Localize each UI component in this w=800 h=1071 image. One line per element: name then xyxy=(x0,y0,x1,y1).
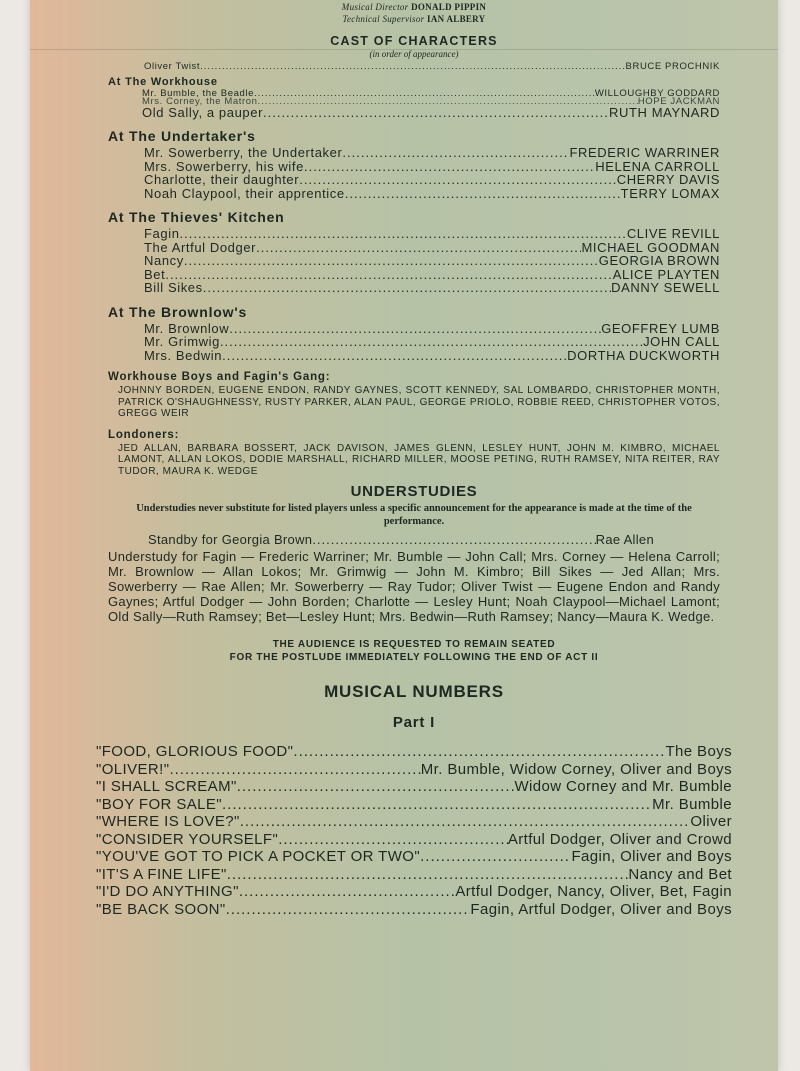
song-title: "I SHALL SCREAM" xyxy=(96,778,237,795)
song-performers: Mr. Bumble, Widow Corney, Oliver and Boys xyxy=(420,760,732,778)
part-heading: Part I xyxy=(392,714,436,731)
song-performers: Fagin, Oliver and Boys xyxy=(571,848,732,865)
role-name: Oliver Twist xyxy=(144,61,201,72)
actor-name: HOPE JACKMAN xyxy=(637,95,720,107)
song-row xyxy=(96,813,732,831)
song-title: "YOU'VE GOT TO PICK A POCKET OR TWO" xyxy=(96,848,421,865)
role-name: Fagin xyxy=(144,226,180,241)
cast-entry xyxy=(144,281,720,295)
song-list xyxy=(96,743,732,918)
role-name: Noah Claypool, their apprentice xyxy=(144,185,345,201)
cast-entry xyxy=(144,322,720,336)
role-name: Mrs. Sowerberry, his wife xyxy=(144,158,304,174)
cast-entry xyxy=(144,146,720,160)
actor-name: GEORGIA BROWN xyxy=(598,253,720,268)
role-name: Bill Sikes xyxy=(144,280,203,295)
cast-entry xyxy=(144,187,720,201)
song-row xyxy=(96,866,732,884)
playbill-content xyxy=(96,0,732,918)
role-name: Mr. Brownlow xyxy=(144,320,230,336)
actor-name: WILLOUGHBY GODDARD xyxy=(594,87,720,99)
actor-name: HELENA CARROLL xyxy=(595,158,720,174)
credit-role: Musical Director xyxy=(341,2,409,12)
role-name: Bet xyxy=(144,266,166,282)
song-title: "FOOD, GLORIOUS FOOD" xyxy=(96,743,294,760)
role-name: Nancy xyxy=(144,253,184,268)
understudies-note: Understudies never substitute for listed players unless a specific announcement for the appearance is made at the time of the performance. xyxy=(136,503,692,527)
cast-entry xyxy=(142,106,720,120)
actor-name: CHERRY DAVIS xyxy=(616,172,720,187)
actor-name: CLIVE REVILL xyxy=(626,226,720,241)
actor-name: MICHAEL GOODMAN xyxy=(581,239,720,255)
standby-line xyxy=(108,532,720,547)
actor-name: FREDERIC WARRINER xyxy=(569,145,720,160)
role-name: Mr. Grimwig xyxy=(144,334,220,349)
actor-name: JOHN CALL xyxy=(643,334,720,349)
role-name: Mrs. Bedwin xyxy=(144,347,223,363)
cast-entry xyxy=(144,160,720,174)
section-entries-brownlows xyxy=(144,322,720,363)
ensemble-names-workhouse-boys: JOHNNY BORDEN, EUGENE ENDON, RANDY GAYNES, SCOTT KENNEDY, SAL LOMBARDO, CHRISTOPHER MONTH, PATRICK O'SHAUGHNESSY, RUSTY PARKER, ALAN PAUL, GEORGE PRIOLO, ROBBIE REED, CHRISTOPHER VOTOS, GREGG WEIR xyxy=(118,385,720,419)
role-name: Charlotte, their daughter xyxy=(144,172,300,187)
standby-name: Rae Allen xyxy=(595,532,654,547)
song-performers: Artful Dodger, Oliver and Crowd xyxy=(507,830,732,848)
cast-entry xyxy=(144,268,720,282)
song-performers: Artful Dodger, Nancy, Oliver, Bet, Fagin xyxy=(455,883,732,900)
song-title: "BE BACK SOON" xyxy=(96,900,226,918)
audience-notice-line: FOR THE POSTLUDE IMMEDIATELY FOLLOWING THE END OF ACT II xyxy=(229,652,599,663)
understudies-heading: UNDERSTUDIES xyxy=(350,483,478,500)
song-title: "WHERE IS LOVE?" xyxy=(96,813,240,830)
role-name: Old Sally, a pauper xyxy=(142,104,263,120)
standby-label: Standby for Georgia Brown xyxy=(148,532,313,547)
song-row xyxy=(96,761,732,779)
credit-role: Technical Supervisor xyxy=(342,14,425,24)
cast-entry xyxy=(144,335,720,349)
song-performers: Widow Corney and Mr. Bumble xyxy=(514,778,732,795)
cast-entry xyxy=(144,227,720,241)
section-title-thieves-kitchen: At The Thieves' Kitchen xyxy=(108,209,285,225)
actor-name: ALICE PLAYTEN xyxy=(612,266,720,282)
cast-entry xyxy=(144,254,720,268)
ensemble-title-londoners: Londoners: xyxy=(108,428,180,441)
song-performers: Nancy and Bet xyxy=(628,865,732,883)
cast-heading: CAST OF CHARACTERS xyxy=(330,34,498,48)
song-row xyxy=(96,796,732,814)
song-performers: Mr. Bumble xyxy=(652,795,732,813)
song-row xyxy=(96,778,732,796)
section-entries-thieves-kitchen xyxy=(144,227,720,295)
section-title-workhouse: At The Workhouse xyxy=(108,75,218,88)
audience-notice-line: THE AUDIENCE IS REQUESTED TO REMAIN SEATED xyxy=(272,639,556,650)
lead-role xyxy=(144,62,720,72)
cast-subheading: (in order of appearance) xyxy=(369,49,459,59)
song-performers: The Boys xyxy=(665,743,732,760)
song-title: "I'D DO ANYTHING" xyxy=(96,883,239,900)
actor-name: DORTHA DUCKWORTH xyxy=(567,347,720,363)
playbill-page xyxy=(30,0,778,1071)
song-title: "BOY FOR SALE" xyxy=(96,795,223,813)
cast-entry xyxy=(144,349,720,363)
credit-musical-director xyxy=(108,1,720,13)
section-entries-undertaker xyxy=(144,146,720,200)
song-title: "OLIVER!" xyxy=(96,760,170,778)
song-title: "CONSIDER YOURSELF" xyxy=(96,830,279,848)
credit-technical-supervisor xyxy=(108,13,720,25)
role-name: Mrs. Corney, the Matron xyxy=(142,95,258,107)
role-name: Mr. Sowerberry, the Undertaker xyxy=(144,145,343,160)
audience-notice xyxy=(108,638,720,664)
role-name: Mr. Bumble, the Beadle xyxy=(142,87,254,99)
credit-name: IAN ALBERY xyxy=(427,14,486,24)
actor-name: RUTH MAYNARD xyxy=(609,104,720,120)
section-entries-workhouse xyxy=(142,87,720,120)
cast-entry xyxy=(144,173,720,187)
ensemble-title-workhouse-boys: Workhouse Boys and Fagin's Gang: xyxy=(108,371,331,383)
song-row xyxy=(96,831,732,849)
actor-name: BRUCE PROCHNIK xyxy=(625,61,720,72)
song-row xyxy=(96,883,732,901)
song-row xyxy=(96,743,732,761)
section-title-undertaker: At The Undertaker's xyxy=(108,128,256,144)
cast-entry xyxy=(144,241,720,255)
understudies-text: Understudy for Fagin — Frederic Warriner; Mr. Bumble — John Call; Mrs. Corney — Helena Carroll; Mr. Brownlow — Allan Lokos; Mr. Grimwig — John M. Kimbro; Bill Sikes — Jed Allan; Mrs. Sowerberry — Rae Allen; Mr. Sowerberry — Ray Tudor; Oliver Twist — Eugene Endon and Randy Gaynes; Artful Dodger — John Borden; Charlotte — Lesley Hunt; Noah Claypool—Michael Lamont; Old Sally—Ruth Ramsey; Bet—Lesley Hunt; Mrs. Bedwin—Ruth Ramsey; Nancy—Maura K. Wedge. xyxy=(108,549,720,624)
actor-name: DANNY SEWELL xyxy=(611,280,720,295)
song-performers: Fagin, Artful Dodger, Oliver and Boys xyxy=(470,900,732,918)
song-performers: Oliver xyxy=(690,813,732,830)
song-row xyxy=(96,901,732,919)
section-title-brownlows: At The Brownlow's xyxy=(108,303,248,320)
musical-numbers-heading: MUSICAL NUMBERS xyxy=(324,682,504,701)
cast-entry xyxy=(144,62,720,72)
actor-name: GEOFFREY LUMB xyxy=(601,320,720,336)
role-name: The Artful Dodger xyxy=(144,239,257,255)
actor-name: TERRY LOMAX xyxy=(620,185,720,201)
song-row xyxy=(96,848,732,866)
credit-name: DONALD PIPPIN xyxy=(411,2,487,12)
song-title: "IT'S A FINE LIFE" xyxy=(96,865,227,883)
ensemble-names-londoners: JED ALLAN, BARBARA BOSSERT, JACK DAVISON, JAMES GLENN, LESLEY HUNT, JOHN M. KIMBRO, MICHAEL LAMONT, ALLAN LOKOS, DODIE MARSHALL, RICHARD MILLER, MOOSE PETING, RUTH RAMSEY, NITA REITER, RAY TUDOR, MAURA K. WEDGE xyxy=(118,442,720,477)
